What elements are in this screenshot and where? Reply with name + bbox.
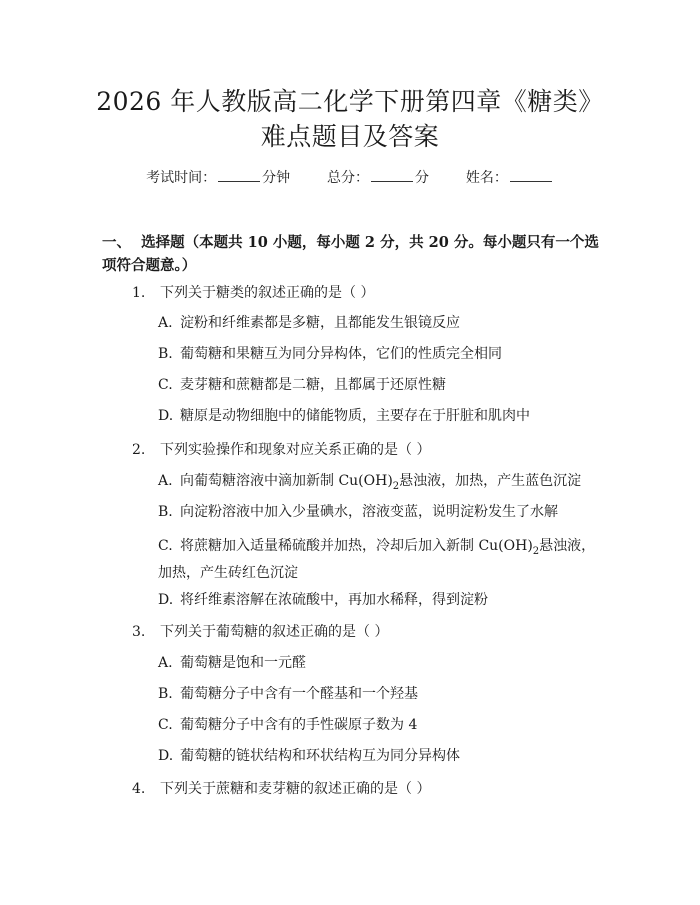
option-text: 淀粉和纤维素都是多糖，且都能发生银镜反应 — [180, 315, 460, 331]
section-text: 选择题（本题共 10 小题，每小题 2 分，共 20 分。每小题只有一个选项符合题意。） — [102, 234, 599, 274]
section-heading — [102, 231, 602, 277]
q1-option-b — [158, 344, 502, 364]
option-label: A. — [158, 473, 173, 489]
option-text-post: 悬浊液，加热，产生蓝色沉淀 — [399, 473, 582, 489]
question-number: 4. — [132, 781, 146, 797]
subscript: 2 — [392, 480, 400, 492]
score-label: 总分： — [327, 170, 369, 186]
option-text-pre: 将蔗糖加入适量稀硫酸并加热，冷却后加入新制 Cu(OH) — [180, 538, 533, 554]
option-label: C. — [158, 538, 173, 554]
exam-info-line — [0, 168, 700, 188]
option-label: C. — [158, 377, 173, 393]
question-1 — [132, 283, 374, 303]
q1-option-c — [158, 375, 446, 395]
time-unit: 分钟 — [262, 170, 291, 186]
option-label: B. — [158, 686, 173, 702]
option-text-pre: 向葡萄糖溶液中滴加新制 Cu(OH) — [180, 473, 393, 489]
q2-option-c — [102, 533, 600, 587]
name-blank — [510, 169, 552, 182]
option-label: D. — [158, 748, 174, 764]
option-label: C. — [158, 717, 173, 733]
name-label: 姓名： — [465, 170, 508, 186]
q3-option-c — [158, 715, 417, 735]
option-label: B. — [158, 346, 173, 362]
exam-title-line1: 2026 年人教版高二化学下册第四章《糖类》 — [96, 87, 604, 116]
option-text: 糖原是动物细胞中的储能物质，主要存在于肝脏和肌肉中 — [180, 408, 530, 424]
option-label: D. — [158, 592, 174, 608]
option-label: A. — [158, 315, 173, 331]
option-text: 向淀粉溶液中加入少量碘水，溶液变蓝，说明淀粉发生了水解 — [180, 504, 558, 520]
option-text-post: 悬浊液，加热，产生砖红色沉淀 — [158, 538, 596, 581]
question-stem: 下列实验操作和现象对应关系正确的是（ ） — [160, 442, 431, 458]
option-label: B. — [158, 504, 173, 520]
question-3 — [132, 622, 388, 642]
option-text: 葡萄糖是饱和一元醛 — [180, 655, 306, 671]
q2-option-d — [158, 590, 488, 610]
time-blank — [218, 169, 260, 182]
score-unit: 分 — [415, 170, 429, 186]
option-text: 葡萄糖分子中含有一个醛基和一个羟基 — [180, 686, 418, 702]
question-number: 3. — [132, 624, 146, 640]
q3-option-a — [158, 653, 306, 673]
q1-option-a — [158, 313, 460, 333]
q2-option-a — [158, 471, 581, 491]
question-2 — [132, 440, 430, 460]
option-text: 葡萄糖和果糖互为同分异构体，它们的性质完全相同 — [180, 346, 502, 362]
q2-option-b — [158, 502, 558, 522]
question-number: 2. — [132, 442, 146, 458]
question-4 — [132, 779, 430, 799]
question-number: 1. — [132, 285, 146, 301]
option-text: 将纤维素溶解在浓硫酸中，再加水稀释，得到淀粉 — [180, 592, 488, 608]
option-label: A. — [158, 655, 173, 671]
subscript: 2 — [532, 545, 540, 557]
question-stem: 下列关于葡萄糖的叙述正确的是（ ） — [160, 624, 389, 640]
option-label: D. — [158, 408, 174, 424]
score-blank — [371, 169, 413, 182]
option-text: 葡萄糖的链状结构和环状结构互为同分异构体 — [180, 748, 460, 764]
section-number: 一、 — [102, 234, 131, 251]
q1-option-d — [158, 406, 530, 426]
exam-title-line2: 难点题目及答案 — [260, 122, 440, 151]
time-label: 考试时间： — [146, 170, 217, 186]
q3-option-b — [158, 684, 418, 704]
question-stem: 下列关于糖类的叙述正确的是（ ） — [160, 285, 375, 301]
q3-option-d — [158, 746, 460, 766]
question-stem: 下列关于蔗糖和麦芽糖的叙述正确的是（ ） — [160, 781, 431, 797]
option-text: 葡萄糖分子中含有的手性碳原子数为 4 — [180, 717, 418, 733]
option-text: 麦芽糖和蔗糖都是二糖，且都属于还原性糖 — [180, 377, 446, 393]
